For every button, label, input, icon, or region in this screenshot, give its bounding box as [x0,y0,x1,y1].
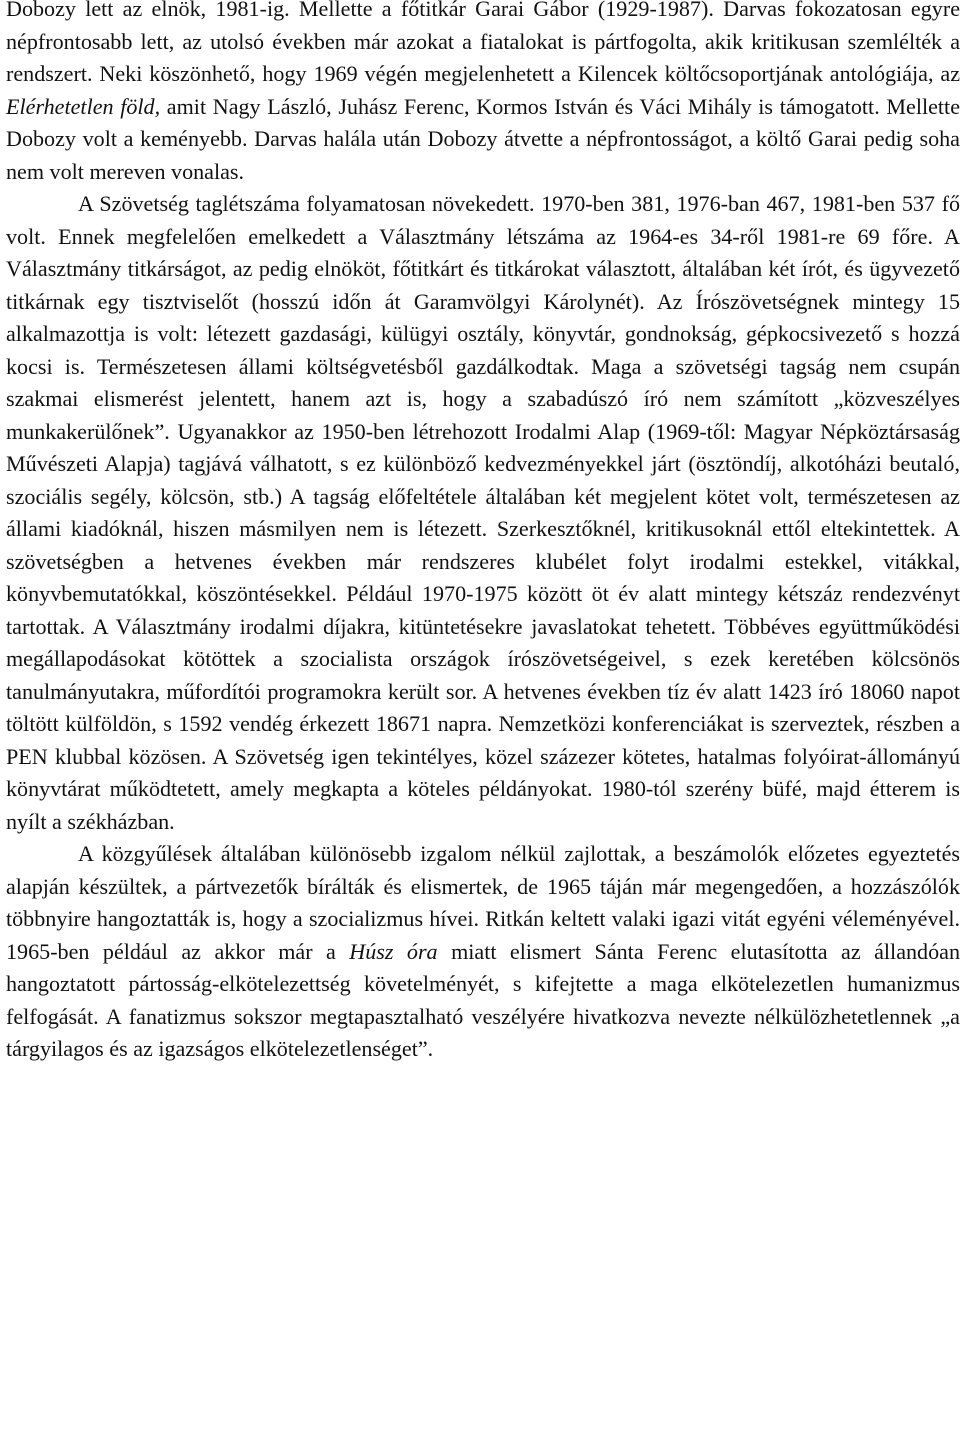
paragraph-2 [6,188,960,838]
paragraph-2-text: A Szövetség taglétszáma folyamatosan növekedett. 1970-ben 381, 1976-ban 467, 1981-ben 537 fő volt. Ennek megfelelően emelkedett a Választmány létszáma az 1964-es 34-ről 1981-re 69 főre. A Választmány titkárságot, az pedig elnököt, főtitkárt és titkárokat választott, általában két írót, és ügyvezető titkárnak egy tisztviselőt (hosszú időn át Garamvölgyi Károlynét). Az Írószövetségnek mintegy 15 alkalmazottja is volt: létezett gazdasági, külügyi osztály, könyvtár, gondnokság, gépkocsivezető s hozzá kocsi is. Természetesen állami költségvetésből gazdálkodtak. Maga a szövetségi tagság nem csupán szakmai elismerést jelentett, hanem azt is, hogy a szabadúszó író nem számított „közveszélyes munkakerülőnek”. Ugyanakkor az 1950-ben létrehozott Irodalmi Alap (1969-től: Magyar Népköztársaság Művészeti Alapja) tagjává válhatott, s ez különböző kedvezményekkel járt (ösztöndíj, alkotóházi beutaló, szociális segély, kölcsön, stb.) A tagság előfeltétele általában két megjelent kötet volt, természetesen az állami kiadóknál, hiszen másmilyen nem is létezett. Szerkesztőknél, kritikusoknál ettől eltekintettek. A szövetségben a hetvenes években már rendszeres klubélet folyt irodalmi estekkel, vitákkal, könyvbemutatókkal, köszöntésekkel. Például 1970-1975 között öt év alatt mintegy kétszáz rendezvényt tartottak. A Választmány irodalmi díjakra, kitüntetésekre javaslatokat tehetett. Többéves együttműködési megállapodásokat kötöttek a szocialista országok írószövetségeivel, s ezek keretében kölcsönös tanulmányutakra, műfordítói programokra került sor. A hetvenes években tíz év alatt 1423 író 18060 napot töltött külföldön, s 1592 vendég érkezett 18671 napra. Nemzetközi konferenciákat is szerveztek, részben a PEN klubbal közösen. A Szövetség igen tekintélyes, közel százezer kötetes, hatalmas folyóirat-állományú könyvtárat működtetett, amely megkapta a köteles példányokat. 1980-tól szerény büfé, majd étterem is nyílt a székházban. [6,191,960,834]
paragraph-1-text-b: amit Nagy László, Juhász Ferenc, Kormos István és Váci Mihály is támogatott. Mellette Dobozy volt a keményebb. Darvas halála után Dobozy átvette a népfrontosságot, a költő Garai pedig soha nem volt mereven vonalas. [6,93,960,184]
paragraph-3 [6,838,960,1066]
paragraph-3-text-a: A közgyűlések általában különösebb izgalom nélkül zajlottak, a beszámolók előzetes egyeztetés alapján készültek, a pártvezetők bírálták és elismertek, de 1965 táján már megengedően, a hozzászólók többnyire hangoztatták is, hogy a szocializmus hívei. Ritkán keltett valaki igazi vitát egyéni véleményével. 1965-ben például az akkor már a [6,841,960,964]
paragraph-3-text-b: miatt elismert Sánta Ferenc elutasította az állandóan hangoztatott pártosság-elkötelezettség követelményét, s kifejtette a maga elkötelezetlen humanizmus felfogását. A fanatizmus sokszor megtapasztalható veszélyére hivatkozva nevezte nélkülözhetetlennek „a tárgyilagos és az igazságos elkötelezetlenséget”. [6,938,960,1061]
paragraph-1-text-a: Dobozy lett az elnök, 1981-ig. Mellette a főtitkár Garai Gábor (1929-1987). Darvas fokozatosan egyre népfrontosabb lett, az utolsó években már azokat a fiatalokat is pártfogolta, akik kritikusan szemlélték a rendszert. Neki köszönhető, hogy 1969 végén megjelenhetett a Kilencek költőcsoportjának antológiája, az [6,0,960,86]
paragraph-1 [6,0,960,188]
book-title-husz-ora: Húsz óra [349,938,438,964]
book-title-elerhetetlen-fold: Elérhetetlen föld, [6,93,161,119]
